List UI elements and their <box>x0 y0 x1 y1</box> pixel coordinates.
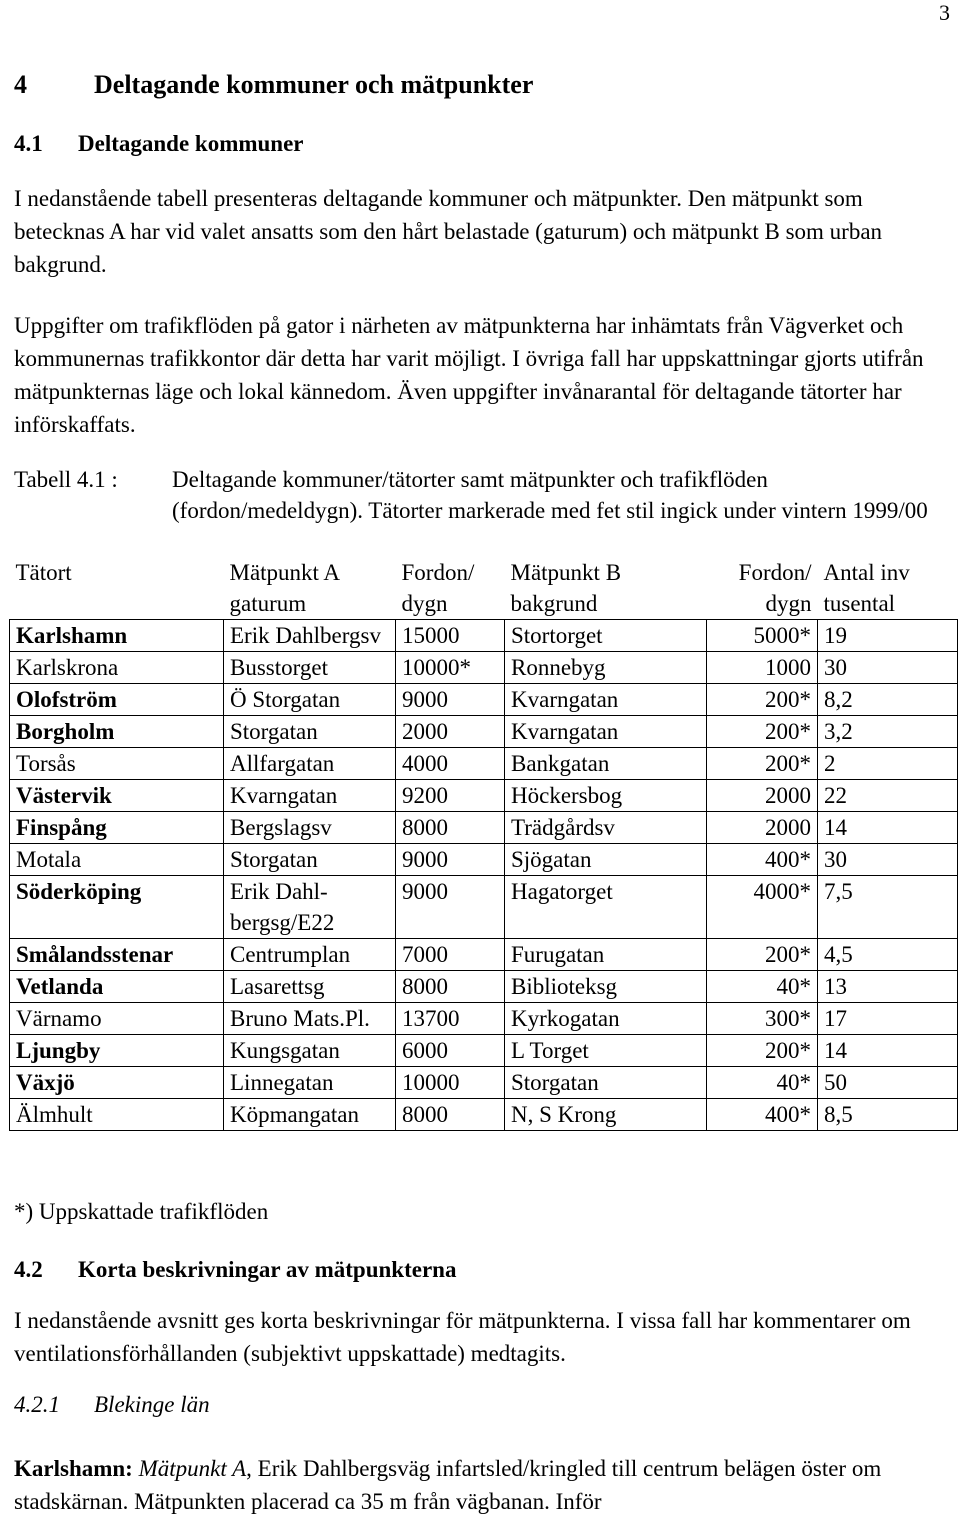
table-cell-a: Busstorget <box>224 652 396 684</box>
header-cell: Fordon/ dygn <box>401 560 475 616</box>
table-cell-a: Bergslagsv <box>224 812 396 844</box>
table-cell-fb: 200* <box>707 1035 818 1067</box>
table-cell-b: Hagatorget <box>505 876 707 939</box>
table-cell-fb: 2000 <box>707 812 818 844</box>
table-cell-fa: 8000 <box>396 971 505 1003</box>
table-cell-town: Söderköping <box>10 876 224 939</box>
table-cell-fa: 15000 <box>396 620 505 652</box>
table-cell-fb: 5000* <box>707 620 818 652</box>
table-cell-inv: 14 <box>818 1035 958 1067</box>
table-cell-inv: 22 <box>818 780 958 812</box>
table-cell-town: Karlskrona <box>10 652 224 684</box>
subsection-heading <box>14 1257 456 1283</box>
table-cell-town: Vetlanda <box>10 971 224 1003</box>
table-cell-b: Stortorget <box>505 620 707 652</box>
table-cell-a: Kvarngatan <box>224 780 396 812</box>
table-cell-inv: 4,5 <box>818 939 958 971</box>
subsubsection-heading <box>14 1392 210 1418</box>
table-cell-fb: 200* <box>707 716 818 748</box>
section-heading <box>14 70 533 100</box>
table-row <box>10 620 958 652</box>
table-cell-town: Älmhult <box>10 1099 224 1131</box>
table-cell-fb: 1000 <box>707 652 818 684</box>
table-cell-fa: 4000 <box>396 748 505 780</box>
table-cell-fa: 13700 <box>396 1003 505 1035</box>
table-cell-fb: 300* <box>707 1003 818 1035</box>
table-row <box>10 844 958 876</box>
table-cell-town: Växjö <box>10 1067 224 1099</box>
table-header-row <box>10 557 958 620</box>
table-cell-inv: 2 <box>818 748 958 780</box>
subsection-number: 4.2 <box>14 1257 43 1282</box>
table-cell-fa: 9000 <box>396 844 505 876</box>
description-paragraph: I nedanstående avsnitt ges korta beskrivningar för mätpunkterna. I vissa fall har kommentarer om ventilationsförhållanden (subjektivt uppskattade) medtagits. <box>14 1308 911 1366</box>
table-cell-inv: 50 <box>818 1067 958 1099</box>
table-cell-inv: 19 <box>818 620 958 652</box>
municipalities-table <box>9 557 958 1131</box>
table-cell-b: Kvarngatan <box>505 716 707 748</box>
table-cell-inv: 13 <box>818 971 958 1003</box>
table-cell-fa: 2000 <box>396 716 505 748</box>
table-cell-a: Erik Dahlbergsv <box>224 620 396 652</box>
table-cell-b: Ronnebyg <box>505 652 707 684</box>
table-cell-fb: 40* <box>707 1067 818 1099</box>
page-number: 3 <box>939 0 950 25</box>
table-cell-b: Biblioteksg <box>505 971 707 1003</box>
table-cell-fa: 10000 <box>396 1067 505 1099</box>
header-cell: Mätpunkt A gaturum <box>229 560 339 616</box>
table-cell-fb: 2000 <box>707 780 818 812</box>
table-cell-inv: 8,2 <box>818 684 958 716</box>
table-cell-b: L Torget <box>505 1035 707 1067</box>
subsection-number: 4.1 <box>14 131 43 156</box>
table-cell-b: Bankgatan <box>505 748 707 780</box>
table-cell-inv: 8,5 <box>818 1099 958 1131</box>
table-row <box>10 939 958 971</box>
table-cell-b: Storgatan <box>505 1067 707 1099</box>
table-cell-town: Torsås <box>10 748 224 780</box>
table-row <box>10 684 958 716</box>
table-row <box>10 1067 958 1099</box>
table-cell-fa: 9200 <box>396 780 505 812</box>
subsubsection-number: 4.2.1 <box>14 1392 60 1417</box>
table-row <box>10 1035 958 1067</box>
table-cell-town: Motala <box>10 844 224 876</box>
table-cell-town: Smålandsstenar <box>10 939 224 971</box>
table-cell-fb: 4000* <box>707 876 818 939</box>
table-cell-b: Sjögatan <box>505 844 707 876</box>
table-cell-fa: 7000 <box>396 939 505 971</box>
table-caption-label: Tabell 4.1 : <box>14 467 118 492</box>
table-cell-town: Finspång <box>10 812 224 844</box>
subsection-title: Korta beskrivningar av mätpunkterna <box>78 1257 457 1282</box>
table-cell-fa: 9000 <box>396 876 505 939</box>
table-cell-a: Ö Storgatan <box>224 684 396 716</box>
table-cell-town: Västervik <box>10 780 224 812</box>
table-cell-fb: 400* <box>707 844 818 876</box>
table-cell-a: Linnegatan <box>224 1067 396 1099</box>
table-cell-a: Storgatan <box>224 844 396 876</box>
table-cell-b: Kyrkogatan <box>505 1003 707 1035</box>
subsection-heading <box>14 131 304 157</box>
table-cell-fb: 40* <box>707 971 818 1003</box>
table-cell-a: Lasarettsg <box>224 971 396 1003</box>
header-cell: Fordon/ dygn <box>738 560 812 616</box>
table-cell-town: Ljungby <box>10 1035 224 1067</box>
table-cell-inv: 30 <box>818 652 958 684</box>
table-footnote: *) Uppskattade trafikflöden <box>14 1199 269 1224</box>
karlshamn-text: , Erik Dahlbergsväg infartsled/kringled till centrum belägen öster om stadskärnan. Mätpunkten placerad ca 35 m från vägbanan. Inför <box>14 1456 882 1514</box>
table-cell-a: Bruno Mats.Pl. <box>224 1003 396 1035</box>
table-row <box>10 1099 958 1131</box>
table-cell-town: Borgholm <box>10 716 224 748</box>
table-row <box>10 812 958 844</box>
table-cell-b: N, S Krong <box>505 1099 707 1131</box>
header-cell: Tätort <box>15 560 72 585</box>
table-row <box>10 716 958 748</box>
table-caption-text: Deltagande kommuner/tätorter samt mätpunkter och trafikflöden (fordon/medeldygn). Tätorter markerade med fet stil ingick under vintern 1999/00 <box>172 467 928 523</box>
table-cell-fa: 6000 <box>396 1035 505 1067</box>
table-cell-a: Kungsgatan <box>224 1035 396 1067</box>
table-row <box>10 652 958 684</box>
table-row <box>10 876 958 939</box>
table-cell-a: Erik Dahl- bergsg/E22 <box>224 876 396 939</box>
table-cell-town: Karlshamn <box>10 620 224 652</box>
table-cell-a: Centrumplan <box>224 939 396 971</box>
table-row <box>10 971 958 1003</box>
table-cell-b: Trädgårdsv <box>505 812 707 844</box>
section-title: Deltagande kommuner och mätpunkter <box>94 70 534 99</box>
table-cell-inv: 7,5 <box>818 876 958 939</box>
karlshamn-paragraph <box>14 1452 944 1518</box>
table-cell-fa: 8000 <box>396 812 505 844</box>
table-cell-fb: 400* <box>707 1099 818 1131</box>
traffic-paragraph: Uppgifter om trafikflöden på gator i närheten av mätpunkterna har inhämtats från Vägverket och kommunernas trafikkontor där detta har varit möjligt. I övriga fall har uppskattningar gjorts utifrån mätpunkternas läge och lokal kännedom. Även uppgifter invånarantal för deltagande tätorter har införskaffats. <box>14 313 924 437</box>
table-cell-a: Allfargatan <box>224 748 396 780</box>
table-cell-b: Furugatan <box>505 939 707 971</box>
table-cell-fb: 200* <box>707 684 818 716</box>
karlshamn-lead: Karlshamn: <box>14 1456 133 1481</box>
table-cell-a: Köpmangatan <box>224 1099 396 1131</box>
table-cell-fb: 200* <box>707 748 818 780</box>
table-cell-fb: 200* <box>707 939 818 971</box>
table-cell-inv: 14 <box>818 812 958 844</box>
table-row <box>10 748 958 780</box>
table-cell-town: Olofström <box>10 684 224 716</box>
subsubsection-title: Blekinge län <box>94 1392 210 1417</box>
header-cell: Mätpunkt B bakgrund <box>510 560 622 616</box>
table-cell-fa: 9000 <box>396 684 505 716</box>
table-row <box>10 780 958 812</box>
table-cell-fa: 8000 <box>396 1099 505 1131</box>
table-cell-b: Kvarngatan <box>505 684 707 716</box>
section-number: 4 <box>14 70 27 99</box>
table-cell-inv: 30 <box>818 844 958 876</box>
table-cell-inv: 3,2 <box>818 716 958 748</box>
table-cell-inv: 17 <box>818 1003 958 1035</box>
header-cell: Antal inv tusental <box>823 560 910 616</box>
table-cell-fa: 10000* <box>396 652 505 684</box>
intro-paragraph: I nedanstående tabell presenteras deltagande kommuner och mätpunkter. Den mätpunkt som betecknas A har vid valet ansatts som den hårt belastade (gaturum) och mätpunkt B som urban bakgrund. <box>14 186 883 277</box>
subsection-title: Deltagande kommuner <box>78 131 304 156</box>
karlshamn-italic: Mätpunkt A <box>138 1456 247 1481</box>
table-cell-a: Storgatan <box>224 716 396 748</box>
table-row <box>10 1003 958 1035</box>
table-cell-b: Höckersbog <box>505 780 707 812</box>
table-cell-town: Värnamo <box>10 1003 224 1035</box>
